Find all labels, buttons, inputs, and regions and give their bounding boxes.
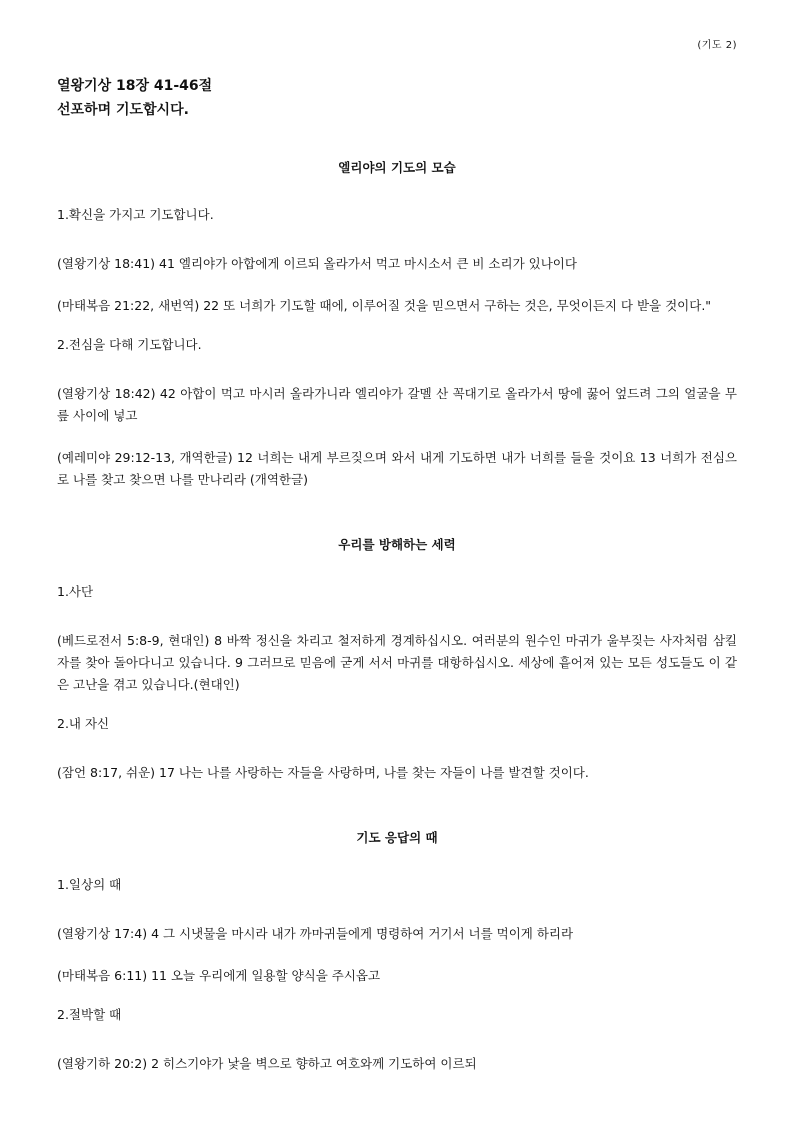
section-heading: 우리를 방해하는 세력 (338, 537, 456, 552)
verse-paragraph: (열왕기상 18:41) 41 엘리야가 아합에게 이르되 올라가서 먹고 마시소서 큰 비 소리가 있나이다 (57, 256, 577, 271)
point-label: 1.확신을 가지고 기도합니다. (57, 207, 214, 222)
section-heading: 엘리야의 기도의 모습 (338, 160, 456, 175)
verse-paragraph: (잠언 8:17, 쉬운) 17 나는 나를 사랑하는 자들을 사랑하며, 나를 찾는 자들이 나를 발견할 것이다. (57, 765, 589, 780)
verse-paragraph: (예레미야 29:12-13, 개역한글) 12 너희는 내게 부르짖으며 와서 내게 기도하면 내가 너희를 들을 것이요 13 너희가 전심으로 나를 찾고 찾으면 나를 만나리라 (개역한글) (57, 450, 737, 487)
point-label: 2.내 자신 (57, 716, 110, 731)
section-gap (57, 511, 737, 537)
verse-paragraph: (열왕기하 20:2) 2 히스기야가 낯을 벽으로 향하고 여호와께 기도하여 이르되 (57, 1056, 477, 1071)
point-label: 1.사단 (57, 584, 94, 599)
verse-paragraph: (열왕기상 17:4) 4 그 시냇물을 마시라 내가 까마귀들에게 명령하여 거기서 너를 먹이게 하리라 (57, 926, 574, 941)
verse-paragraph: (마태복음 6:11) 11 오늘 우리에게 일용할 양식을 주시옵고 (57, 968, 381, 983)
title-scripture: 열왕기상 18장 41-46절 (57, 78, 213, 94)
point-label: 1.일상의 때 (57, 877, 122, 892)
section-gap (57, 804, 737, 830)
point-label: 2.절박할 때 (57, 1007, 122, 1022)
verse-paragraph: (마태복음 21:22, 새번역) 22 또 너희가 기도할 때에, 이루어질 것을 믿으면서 구하는 것은, 무엇이든지 다 받을 것이다." (57, 298, 712, 313)
page-header-tag: (기도 2) (697, 40, 737, 51)
section-heading: 기도 응답의 때 (356, 830, 438, 845)
verse-paragraph: (베드로전서 5:8-9, 현대인) 8 바짝 정신을 차리고 철저하게 경계하십시오. 여러분의 원수인 마귀가 울부짖는 사자처럼 삼킬 자를 찾아 돌아다니고 있습니다. 9 그러므로 믿음에 굳게 서서 마귀를 대항하십시오. 세상에 흩어져 있는 모든 성도들도 이 같은 고난을 겪고 있습니다.(현대인) (57, 633, 737, 692)
document-body (57, 160, 737, 1095)
title-sermon: 선포하며 기도합시다. (57, 102, 189, 118)
point-label: 2.전심을 다해 기도합니다. (57, 337, 202, 352)
verse-paragraph: (열왕기상 18:42) 42 아합이 먹고 마시러 올라가니라 엘리야가 갈멜 산 꼭대기로 올라가서 땅에 꿇어 엎드려 그의 얼굴을 무릎 사이에 넣고 (57, 386, 737, 423)
title-block (57, 74, 212, 122)
